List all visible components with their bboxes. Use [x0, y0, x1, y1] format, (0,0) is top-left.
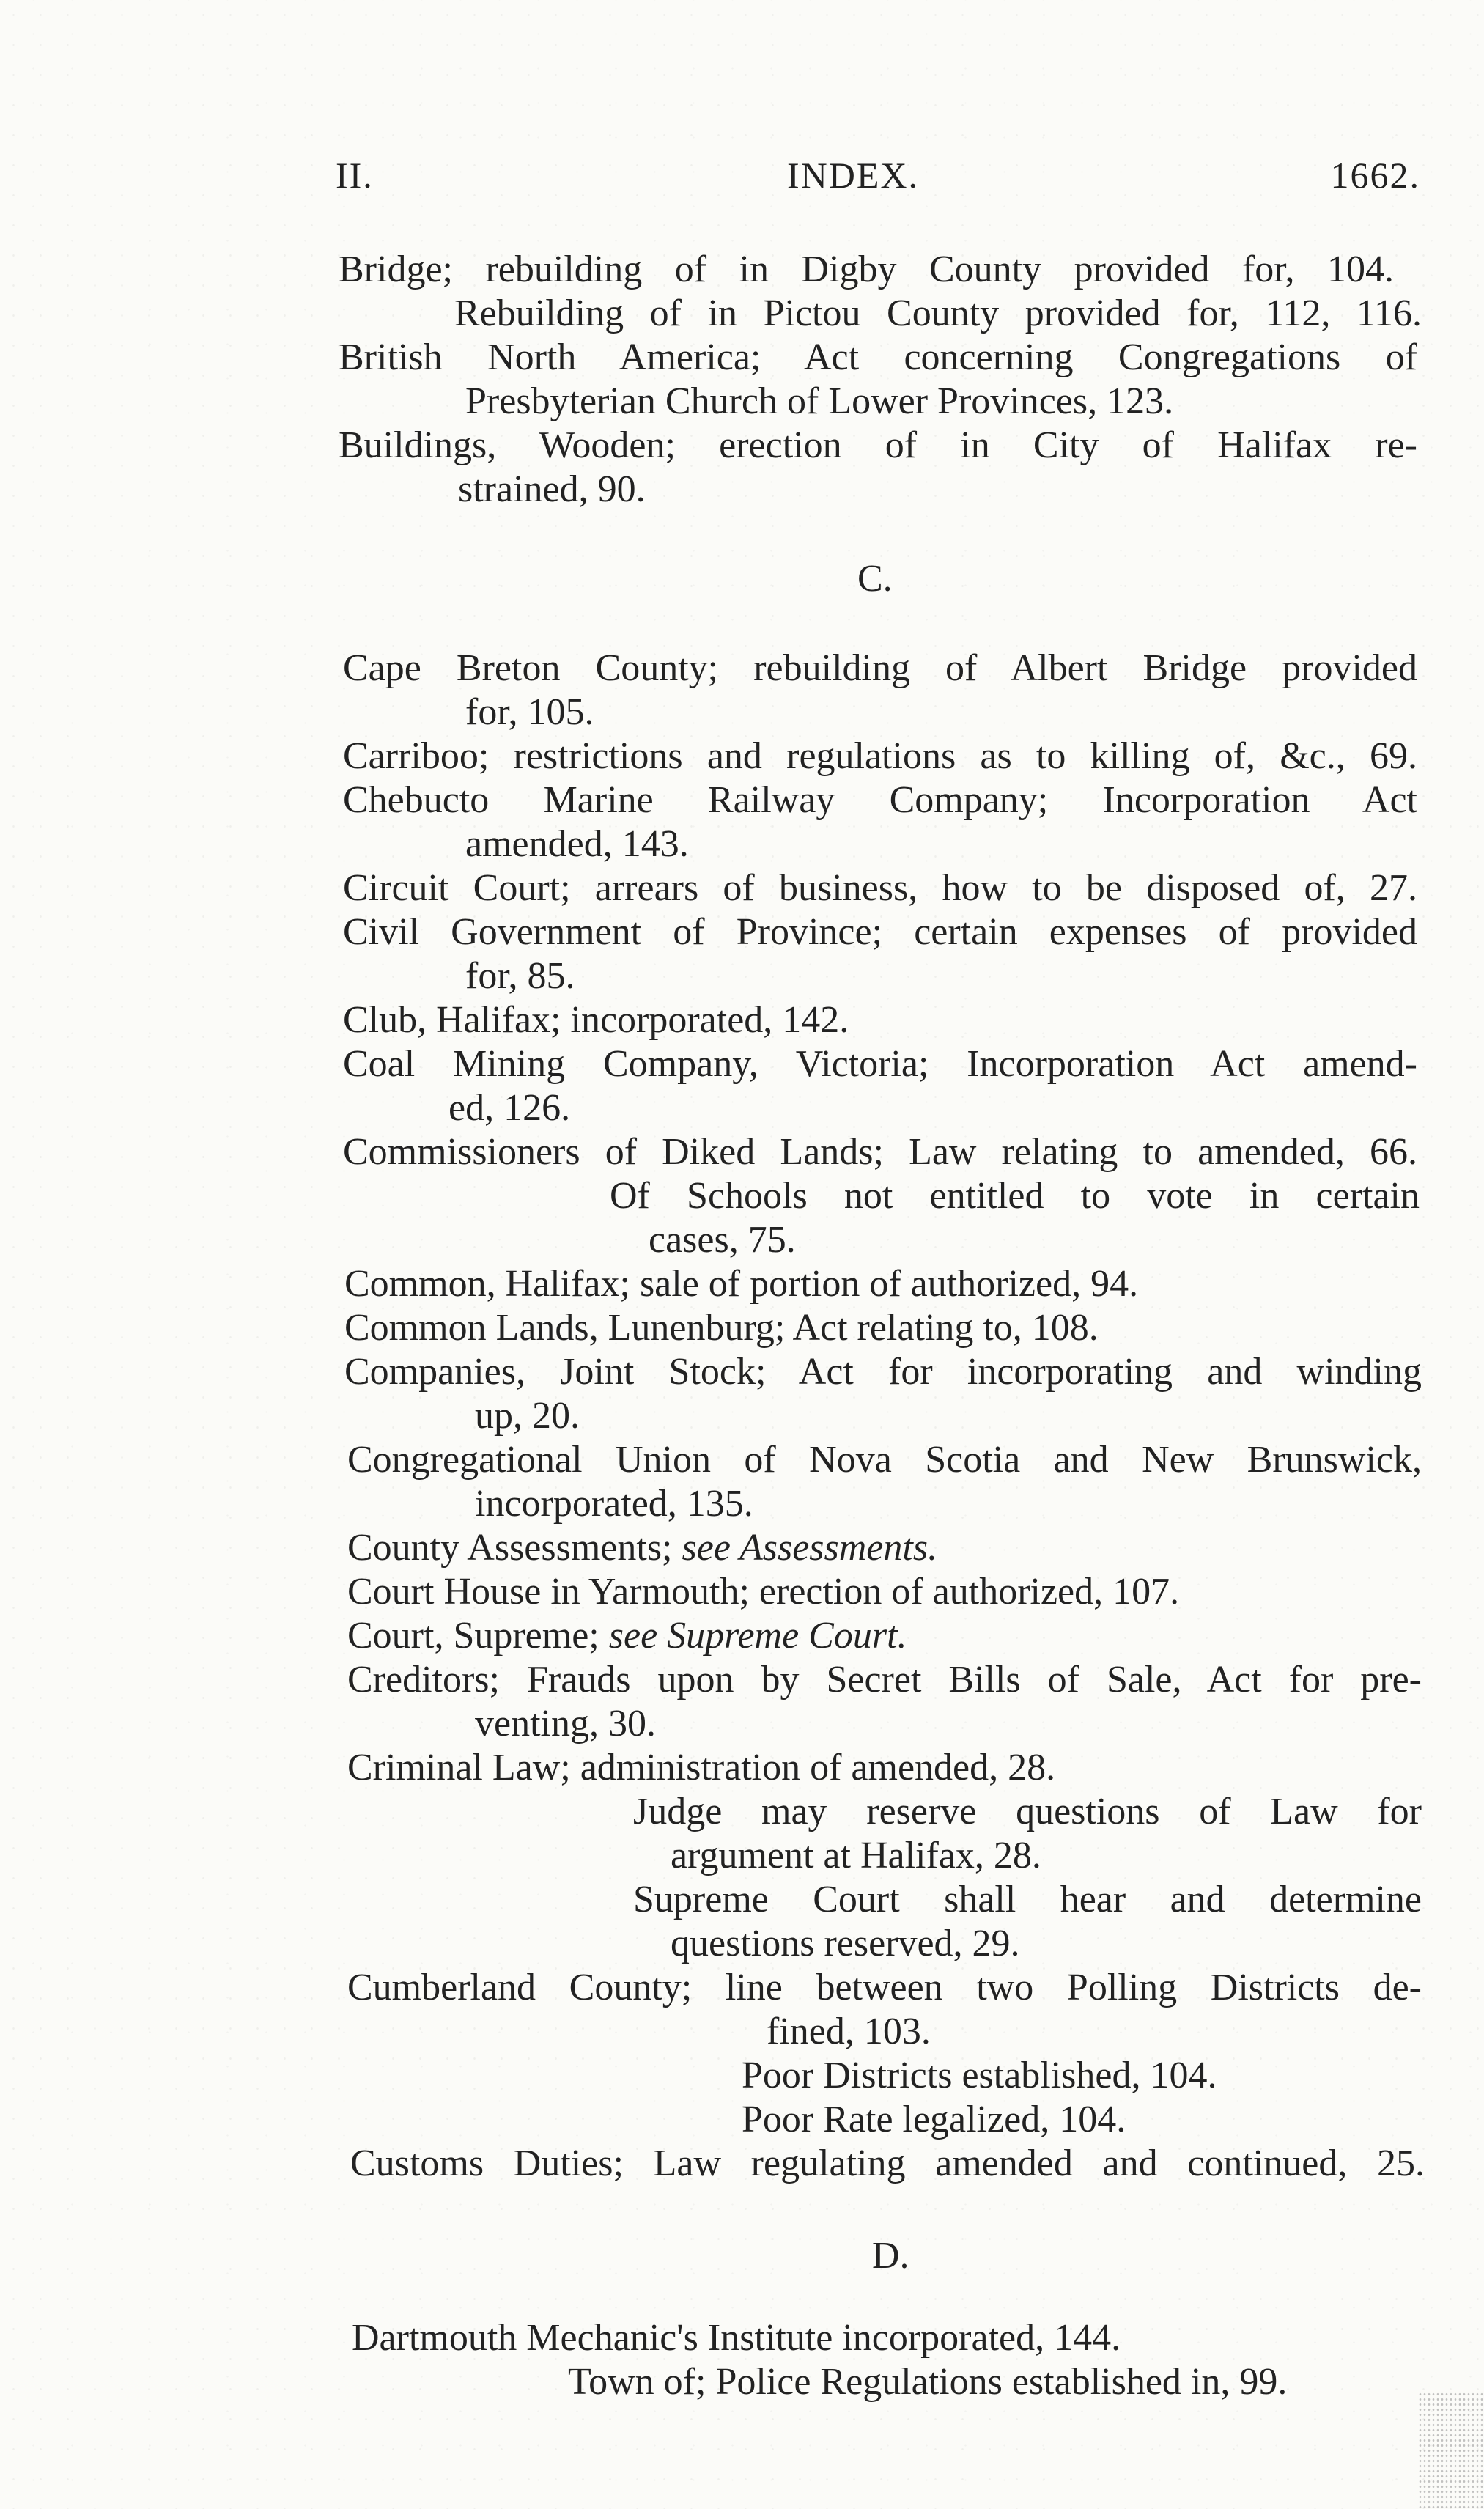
index-entry: Companies, Joint Stock; Act for incorporating and winding: [344, 1351, 1422, 1393]
index-entry-continuation: amended, 143.: [465, 823, 689, 865]
entry-text: Court, Supreme;: [347, 1615, 609, 1657]
index-entry-continuation: for, 85.: [465, 955, 575, 997]
index-entry-continuation: strained, 90.: [458, 468, 646, 510]
index-entry: Common, Halifax; sale of portion of authorized, 94.: [344, 1263, 1139, 1305]
header-volume: II.: [336, 155, 374, 196]
index-entry: Circuit Court; arrears of business, how to be disposed of, 27.: [343, 867, 1417, 909]
header-page-number: 1662.: [1330, 155, 1420, 196]
index-entry-continuation: cases, 75.: [649, 1219, 796, 1261]
index-subentry: Of Schools not entitled to vote in certain: [610, 1175, 1420, 1217]
index-entry: Common Lands, Lunenburg; Act relating to, 108.: [344, 1307, 1099, 1349]
index-entry: Coal Mining Company, Victoria; Incorporation Act amend-: [343, 1043, 1417, 1085]
section-letter-d: D.: [872, 2235, 909, 2277]
index-subentry: Rebuilding of in Pictou County provided for, 112, 116.: [454, 292, 1422, 334]
index-entry: Chebucto Marine Railway Company; Incorporation Act: [343, 779, 1417, 821]
index-entry-continuation: questions reserved, 29.: [671, 1923, 1020, 1964]
header-title: INDEX.: [787, 155, 920, 196]
index-entry: Carriboo; restrictions and regulations as to killing of, &c., 69.: [343, 735, 1417, 777]
index-entry: Commissioners of Diked Lands; Law relating to amended, 66.: [343, 1131, 1417, 1173]
index-entry-continuation: for, 105.: [465, 691, 594, 733]
index-entry-continuation: fined, 103.: [767, 2011, 931, 2052]
cross-reference: see Supreme Court.: [608, 1615, 907, 1657]
index-entry-continuation: incorporated, 135.: [475, 1483, 753, 1525]
index-entry: Civil Government of Province; certain expenses of provided: [343, 911, 1417, 953]
scan-corner-noise: [1418, 2392, 1484, 2509]
index-subentry: Poor Rate legalized, 104.: [742, 2099, 1126, 2140]
index-entry: Creditors; Frauds upon by Secret Bills of Sale, Act for pre-: [347, 1659, 1422, 1701]
index-entry: Court House in Yarmouth; erection of authorized, 107.: [347, 1571, 1180, 1613]
index-subentry: Judge may reserve questions of Law for: [633, 1791, 1422, 1832]
index-entry: Club, Halifax; incorporated, 142.: [343, 999, 849, 1041]
index-subentry: Town of; Police Regulations established in, 99.: [568, 2361, 1288, 2403]
index-entry: Cape Breton County; rebuilding of Albert Bridge provided: [343, 647, 1417, 689]
index-entry: Buildings, Wooden; erection of in City of Halifax re-: [339, 424, 1417, 466]
index-entry: Customs Duties; Law regulating amended and continued, 25.: [350, 2143, 1425, 2184]
index-entry-continuation: up, 20.: [475, 1395, 580, 1437]
index-entry: British North America; Act concerning Congregations of: [339, 336, 1417, 378]
index-entry: Congregational Union of Nova Scotia and New Brunswick,: [347, 1439, 1422, 1481]
index-entry-continuation: Presbyterian Church of Lower Provinces, 123.: [465, 380, 1174, 422]
index-entry: Criminal Law; administration of amended, 28.: [347, 1747, 1056, 1788]
index-entry: Dartmouth Mechanic's Institute incorporated, 144.: [352, 2317, 1121, 2359]
index-entry: [347, 1526, 937, 1570]
entry-text: County Assessments;: [347, 1527, 682, 1569]
index-subentry: Poor Districts established, 104.: [742, 2055, 1217, 2096]
index-entry: [347, 1614, 907, 1658]
index-entry-continuation: ed, 126.: [448, 1087, 571, 1129]
section-letter-c: C.: [857, 558, 893, 600]
cross-reference: see Assessments.: [682, 1527, 938, 1569]
page-header: [336, 154, 1420, 205]
index-subentry: Supreme Court shall hear and determine: [633, 1879, 1422, 1920]
index-entry: Bridge; rebuilding of in Digby County provided for, 104.: [339, 248, 1394, 290]
index-entry: Cumberland County; line between two Polling Districts de-: [347, 1967, 1422, 2008]
index-entry-continuation: venting, 30.: [475, 1703, 656, 1744]
index-entry-continuation: argument at Halifax, 28.: [671, 1835, 1041, 1876]
